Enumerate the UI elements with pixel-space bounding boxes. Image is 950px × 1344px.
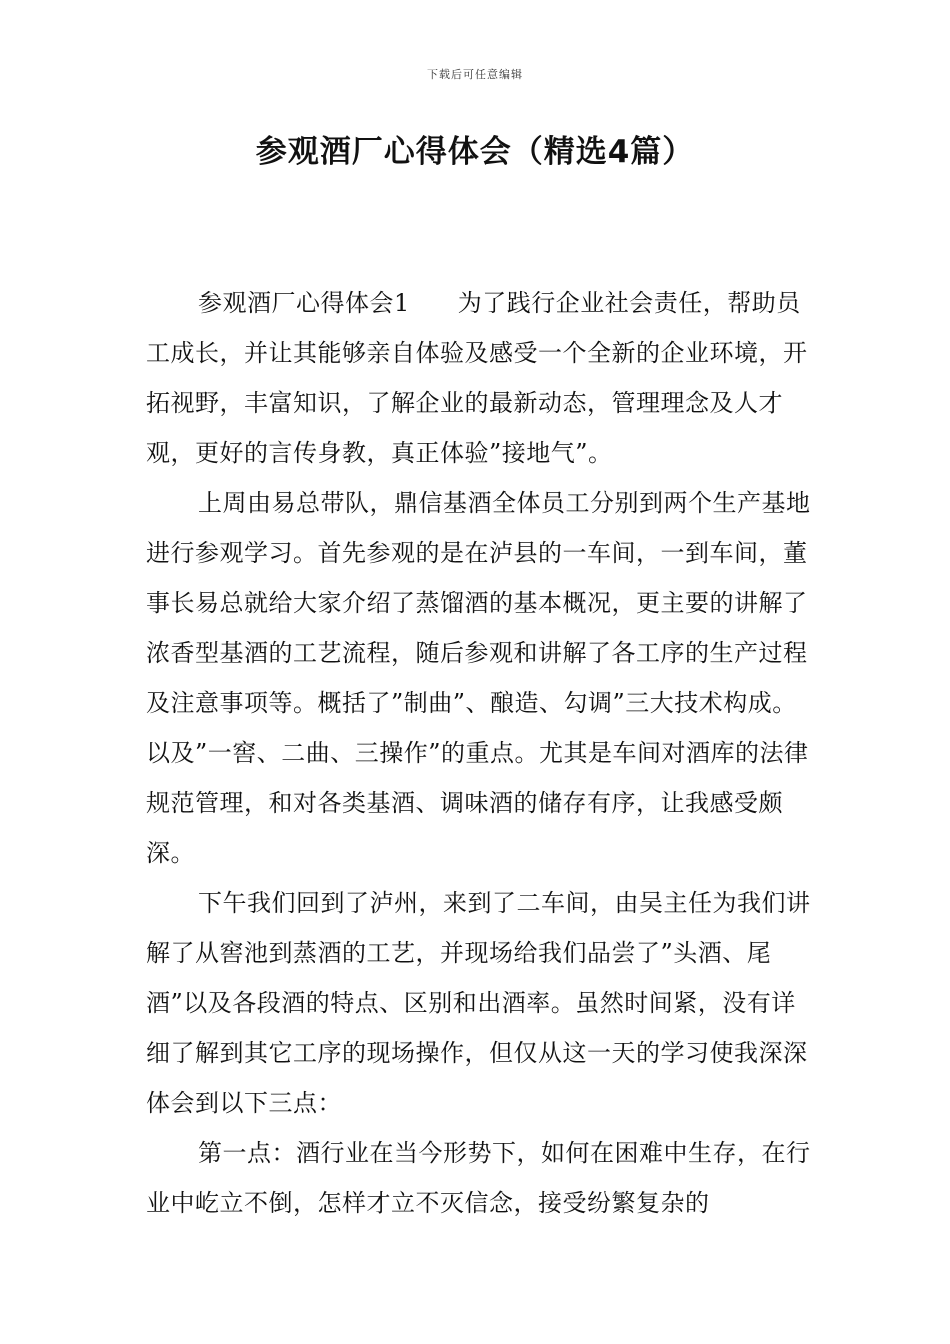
paragraph-4: 第一点：酒行业在当今形势下，如何在困难中生存，在行业中屹立不倒，怎样才立不灭信念，接受纷繁复杂的 xyxy=(146,1139,811,1217)
paragraph-2: 上周由易总带队，鼎信基酒全体员工分别到两个生产基地进行参观学习。首先参观的是在泸县的一车间，一到车间，董事长易总就给大家介绍了蒸馏酒的基本概况，更主要的讲解了浓香型基酒的工艺流程，随后参观和讲解了各工序的生产过程及注意事项等。概括了”制曲”、酿造、勾调”三大技术构成。以及”一窖、二曲、三操作”的重点。尤其是车间对酒库的法律规范管理，和对各类基酒、调味酒的储存有序，让我感受颇深。 xyxy=(146,489,811,867)
paragraph-3: 下午我们回到了泸州，来到了二车间，由吴主任为我们讲解了从窖池到蒸酒的工艺，并现场给我们品尝了”头酒、尾酒”以及各段酒的特点、区别和出酒率。虽然时间紧，没有详细了解到其它工序的现场操作，但仅从这一天的学习使我深深体会到以下三点： xyxy=(146,889,811,1117)
paragraph-1-text: 为了践行企业社会责任，帮助员工成长，并让其能够亲自体验及感受一个全新的企业环境，开拓视野，丰富知识，了解企业的最新动态，管理理念及人才观，更好的言传身教，真正体验”接地气”。 xyxy=(146,289,808,467)
paragraph-1 xyxy=(146,278,814,478)
document-body xyxy=(146,278,814,1228)
document-title: 参观酒厂心得体会（精选4篇） xyxy=(255,134,695,170)
section-heading: 参观酒厂心得体会1 xyxy=(198,289,410,317)
header-note: 下载后可任意编辑 xyxy=(427,68,523,81)
